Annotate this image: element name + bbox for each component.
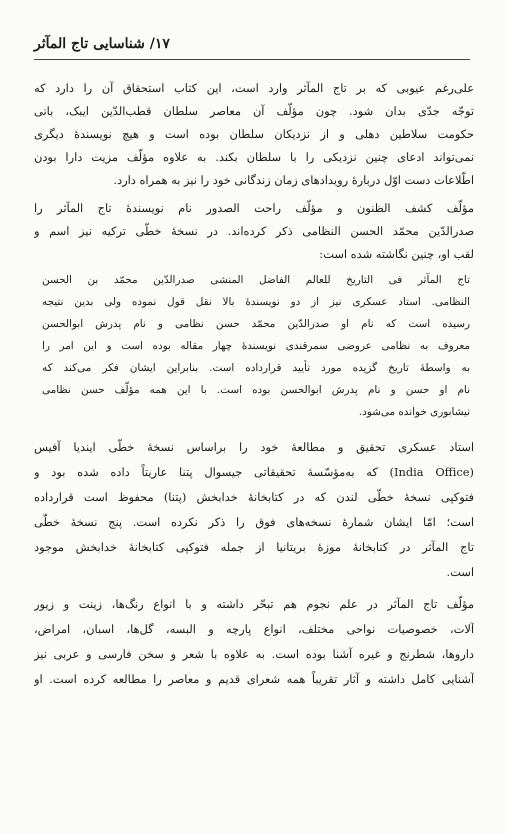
p4-line-4: آشنایی کامل داشته و آثار تقریباً همه شعرای قدیم و معاصر را مطالعه کرده است. او: [34, 672, 474, 686]
quote-line-2: النظامی. استاد عسکری نیز از دو نویسندهٔ بالا نقل قول نموده ولی بدین نتیجه: [42, 296, 470, 308]
p3-line-6: است.: [446, 565, 474, 579]
p4-line-2: آلات، خصوصیات نواحی مختلف، انواع پارچه و البسه، گل‌ها، اسبان، امراض،: [34, 622, 474, 636]
quote-line-7: نیشابوری خوانده می‌شود.: [358, 406, 470, 418]
quote-line-5: به واسطهٔ تاریخ گزیده مورد تأیید قرارداده است. بنابراین ایشان فکر می‌کند که: [42, 362, 470, 374]
p4-line-1: مؤلّف تاج المآثر در علم نجوم هم تبحّر داشته و با انواع رنگ‌ها، زینت و زیور: [34, 597, 474, 611]
header-rule: [34, 59, 470, 60]
p2-line-3: لقب او، چنین نگاشته شده است:: [319, 247, 474, 261]
p1-line-2: توجّه جدّی بدان شود. چون مؤلّف آن معاصر سلطان قطب‌الدّین ایبک، بانی: [34, 104, 474, 118]
p3-line-1: استاد عسکری تحقیق و مطالعهٔ خود را براساس نسخهٔ خطّی ایندیا آفیس: [34, 440, 474, 454]
quote-line-1: تاج المآثر فی التاریخ للعالم الفاضل المنشی صدرالدّین محمّد بن الحسن: [42, 274, 470, 286]
header-title: ۱۷/ شناسایی تاج المآثر: [34, 36, 170, 52]
p2-line-1: مؤلّف کشف الظنون و مؤلّف راحت الصدور نام نویسندهٔ تاج المآثر را: [34, 201, 474, 215]
p1-line-5: اطّلاعات دست اوّل دربارهٔ رویدادهای زمان زندگانی خود را نیز به همراه دارد.: [113, 173, 474, 187]
quote-line-6: نام او حسن و نام پدرش ابوالحسن بوده است. با این همه مؤلّف حسن نظامی: [42, 384, 470, 396]
p3-line-5: تاج المآثر در کتابخانهٔ موزهٔ بریتانیا از جمله فتوکپی کتابخانهٔ خدابخش موجود: [34, 540, 474, 554]
quote-line-3: رسیده است که نام او صدرالدّین محمّد حسن نظامی و نام پدرش ابوالحسن: [42, 318, 470, 330]
p3-line-4: است؛ امّا ایشان شمارهٔ نسخه‌های فوق را ذکر نکرده است. پنج نسخهٔ خطّی: [34, 515, 474, 529]
p1-line-3: حکومت سلاطین دهلی و از نزدیکان سلطان بوده است و هیچ نویسندهٔ دیگری: [34, 127, 474, 141]
p1-line-1: علی‌رغم عیوبی که بر تاج المآثر وارد است، این کتاب استحقاق آن را دارد که: [34, 81, 474, 95]
p1-line-4: نمی‌تواند ادعای چنین نزدیکی را با سلطان بکند. به علاوه مؤلّف مزیت دارا بودن: [34, 150, 474, 164]
quote-line-4: معروف به نظامی عروضی سمرقندی نویسندهٔ چهار مقاله بوده است و این امر را: [42, 340, 470, 352]
p2-line-2: صدرالدّین محمّد الحسن النظامی ذکر کرده‌اند. در نسخهٔ خطّی ترکیه نیز اسم و: [34, 224, 474, 238]
p4-line-3: داروها، شطرنج و غیره آشنا بوده است. به علاوه با شعر و سخن فارسی و عربی نیز: [34, 647, 474, 661]
p3-line-3: فتوکپی نسخهٔ خطّی لندن که در کتابخانهٔ خدابخش (پتنا) محفوظ است قرارداده: [34, 490, 474, 504]
p3-line-2: (India Office) که به‌مؤسّسهٔ تحقیقاتی جیسوال پتنا عاریتاً داده شده بود و: [34, 465, 474, 479]
running-header: [34, 34, 470, 60]
